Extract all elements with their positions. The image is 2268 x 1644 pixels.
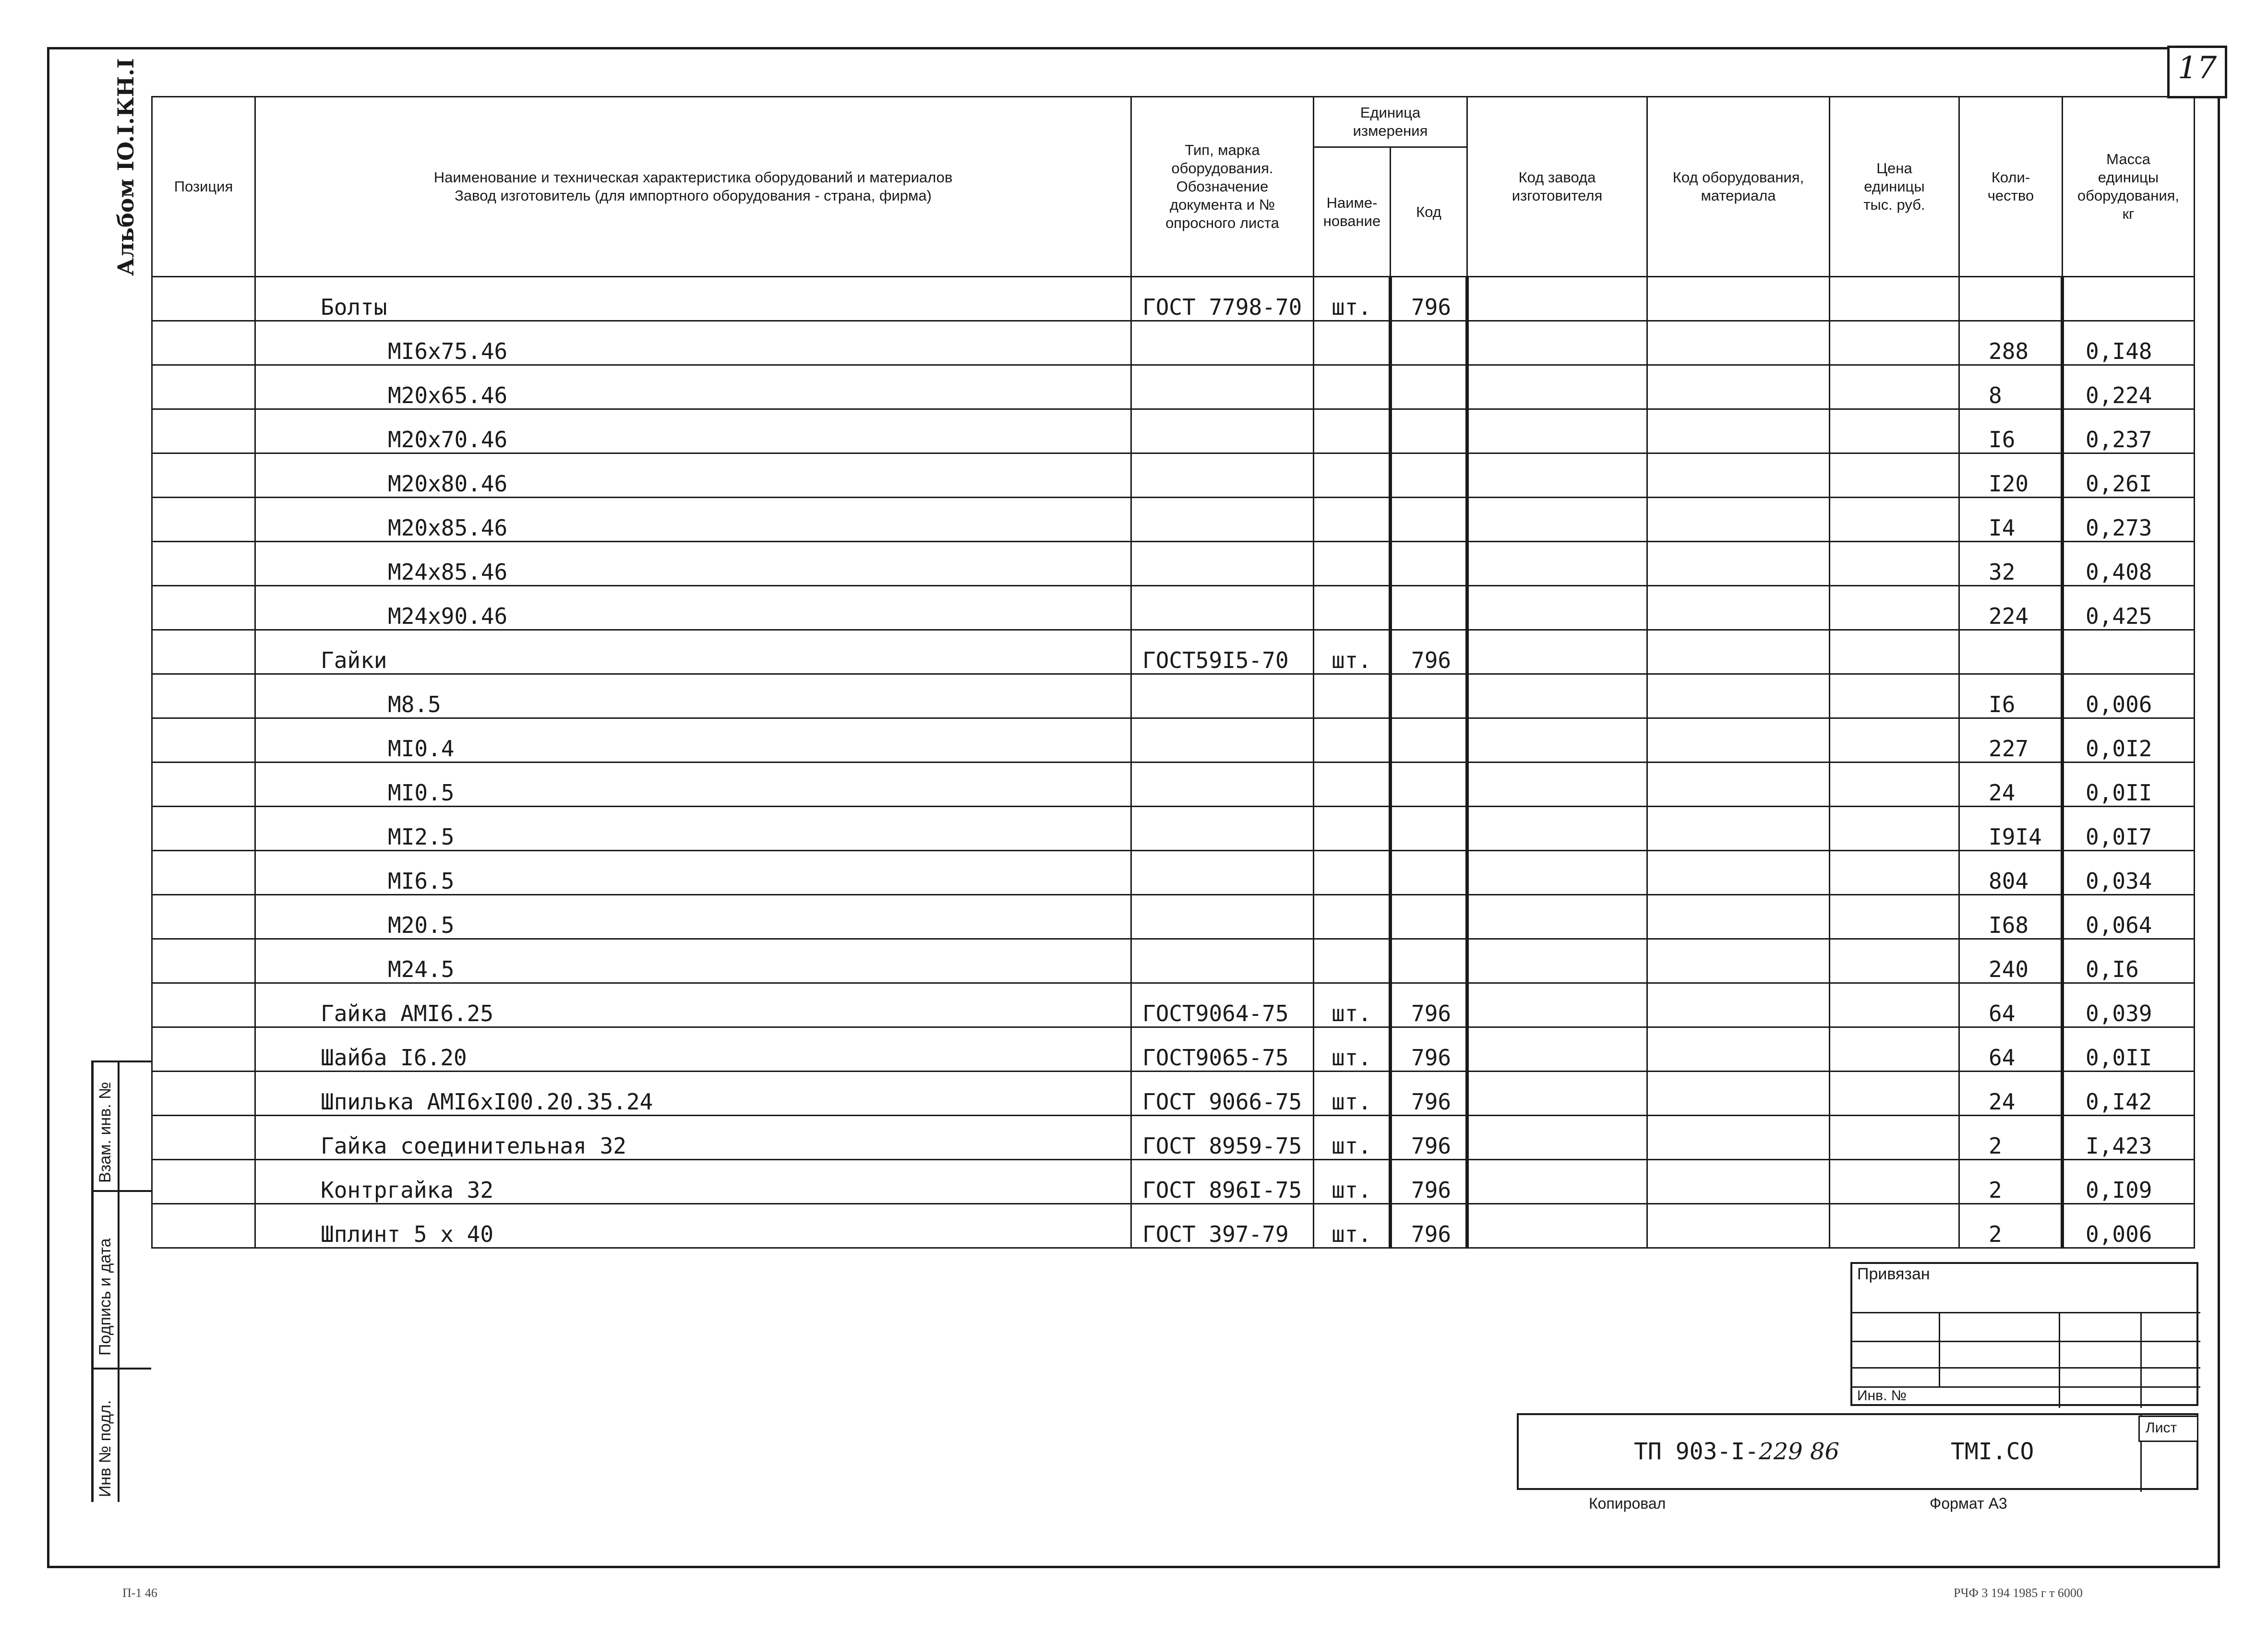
table-row <box>152 453 2195 498</box>
cell-quantity: 2 <box>1959 1204 2063 1248</box>
header-mass: Масса единицы оборудования, кг <box>2063 97 2195 277</box>
cell-position <box>152 321 255 365</box>
cell-unit-code <box>1391 851 1467 895</box>
cell-price <box>1830 895 1959 939</box>
cell-position <box>152 983 255 1027</box>
table-row <box>152 1116 2195 1160</box>
cell-name: Шайба I6.20 <box>255 1027 1131 1072</box>
side-stamp-line-2 <box>91 1368 151 1370</box>
cell-position <box>152 409 255 453</box>
album-label: Альбом IO.I.КН.I <box>113 58 139 276</box>
header-price: Цена единицы тыс. руб. <box>1830 97 1959 277</box>
cell-unit: шт. <box>1314 277 1391 321</box>
cell-unit: шт. <box>1314 983 1391 1027</box>
cell-mass: I,423 <box>2063 1116 2195 1160</box>
cell-unit: шт. <box>1314 1204 1391 1248</box>
cell-unit <box>1314 365 1391 409</box>
cell-unit <box>1314 586 1391 630</box>
cell-position <box>152 586 255 630</box>
cell-type <box>1131 365 1314 409</box>
cell-position <box>152 1116 255 1160</box>
cell-position <box>152 807 255 851</box>
cell-equipment-code <box>1647 674 1830 718</box>
header-type: Тип, марка оборудования. Обозначение документа и № опросного листа <box>1131 97 1314 277</box>
header-position: Позиция <box>152 97 255 277</box>
cell-name: Гайки <box>255 630 1131 674</box>
cell-unit <box>1314 851 1391 895</box>
cell-mass: 0,237 <box>2063 409 2195 453</box>
cell-position <box>152 1204 255 1248</box>
stamp-line <box>2140 1312 2142 1408</box>
cell-unit-code <box>1391 939 1467 983</box>
cell-quantity: 804 <box>1959 851 2063 895</box>
header-unit-group: Единица измерения <box>1314 97 1467 147</box>
cell-equipment-code <box>1647 939 1830 983</box>
table-row <box>152 807 2195 851</box>
document-code-handwritten: 229 86 <box>1759 1438 1840 1465</box>
cell-quantity: 64 <box>1959 983 2063 1027</box>
cell-quantity: 240 <box>1959 939 2063 983</box>
cell-unit: шт. <box>1314 1116 1391 1160</box>
side-stamp-divider <box>118 1060 120 1502</box>
cell-unit <box>1314 498 1391 542</box>
cell-quantity: 32 <box>1959 542 2063 586</box>
table-row <box>152 718 2195 762</box>
cell-type <box>1131 542 1314 586</box>
cell-type: ГОСТ9065-75 <box>1131 1027 1314 1072</box>
cell-price <box>1830 939 1959 983</box>
cell-unit <box>1314 409 1391 453</box>
cell-name: MI2.5 <box>255 807 1131 851</box>
cell-quantity: 288 <box>1959 321 2063 365</box>
cell-factory-code <box>1467 1027 1647 1072</box>
header-name: Наименование и техническая характеристика оборудований и материалов Завод изготовитель (для импортного оборудования - страна, фирма) <box>255 97 1131 277</box>
cell-position <box>152 630 255 674</box>
stamp-line <box>1852 1312 2200 1313</box>
cell-type <box>1131 321 1314 365</box>
page-number: 17 <box>2177 50 2217 86</box>
cell-factory-code <box>1467 851 1647 895</box>
cell-factory-code <box>1467 630 1647 674</box>
cell-unit-code: 796 <box>1391 983 1467 1027</box>
stamp-line <box>2059 1312 2060 1408</box>
cell-mass: 0,26I <box>2063 453 2195 498</box>
cell-mass <box>2063 277 2195 321</box>
cell-quantity: 24 <box>1959 1072 2063 1116</box>
cell-equipment-code <box>1647 630 1830 674</box>
table-row <box>152 983 2195 1027</box>
cell-name: M24x90.46 <box>255 586 1131 630</box>
format-label: Формат А3 <box>1930 1495 2007 1512</box>
cell-mass: 0,I6 <box>2063 939 2195 983</box>
cell-quantity: 24 <box>1959 762 2063 807</box>
cell-quantity: I6 <box>1959 674 2063 718</box>
cell-factory-code <box>1467 1116 1647 1160</box>
cell-position <box>152 895 255 939</box>
header-unit-name: Наиме- нование <box>1314 147 1391 277</box>
cell-price <box>1830 807 1959 851</box>
side-stamp-border <box>91 1060 94 1502</box>
cell-equipment-code <box>1647 586 1830 630</box>
cell-position <box>152 674 255 718</box>
table-row <box>152 586 2195 630</box>
cell-quantity: 2 <box>1959 1160 2063 1204</box>
cell-price <box>1830 321 1959 365</box>
cell-unit-code: 796 <box>1391 1116 1467 1160</box>
cell-quantity: 227 <box>1959 718 2063 762</box>
cell-unit <box>1314 762 1391 807</box>
cell-quantity: 2 <box>1959 1116 2063 1160</box>
cell-unit-code: 796 <box>1391 1204 1467 1248</box>
cell-name: M20x70.46 <box>255 409 1131 453</box>
cell-quantity: I20 <box>1959 453 2063 498</box>
cell-name: M24x85.46 <box>255 542 1131 586</box>
cell-unit-code <box>1391 762 1467 807</box>
cell-equipment-code <box>1647 1116 1830 1160</box>
cell-mass: 0,034 <box>2063 851 2195 895</box>
side-stamp-top <box>91 1060 151 1062</box>
cell-unit-code <box>1391 409 1467 453</box>
cell-type: ГОСТ9064-75 <box>1131 983 1314 1027</box>
cell-name: M24.5 <box>255 939 1131 983</box>
cell-mass: 0,006 <box>2063 1204 2195 1248</box>
cell-type: ГОСТ 8959-75 <box>1131 1116 1314 1160</box>
cell-type: ГОСТ 397-79 <box>1131 1204 1314 1248</box>
cell-name: MI0.4 <box>255 718 1131 762</box>
cell-name: M8.5 <box>255 674 1131 718</box>
cell-factory-code <box>1467 674 1647 718</box>
cell-type <box>1131 498 1314 542</box>
cell-equipment-code <box>1647 718 1830 762</box>
cell-type <box>1131 895 1314 939</box>
cell-unit-code: 796 <box>1391 277 1467 321</box>
cell-position <box>152 1160 255 1204</box>
table-row <box>152 365 2195 409</box>
cell-mass: 0,0II <box>2063 1027 2195 1072</box>
cell-equipment-code <box>1647 1027 1830 1072</box>
cell-equipment-code <box>1647 542 1830 586</box>
cell-mass: 0,0I7 <box>2063 807 2195 851</box>
cell-type: ГОСТ59I5-70 <box>1131 630 1314 674</box>
list-label: Лист <box>2146 1420 2177 1436</box>
cell-price <box>1830 453 1959 498</box>
podpis-data-label: Подпись и дата <box>96 1238 114 1356</box>
cell-unit <box>1314 895 1391 939</box>
cell-equipment-code <box>1647 851 1830 895</box>
cell-unit <box>1314 807 1391 851</box>
cell-mass: 0,039 <box>2063 983 2195 1027</box>
side-stamp-line-1 <box>91 1190 151 1192</box>
cell-position <box>152 365 255 409</box>
cell-mass: 0,006 <box>2063 674 2195 718</box>
cell-quantity: I68 <box>1959 895 2063 939</box>
cell-type: ГОСТ 7798-70 <box>1131 277 1314 321</box>
cell-price <box>1830 1204 1959 1248</box>
cell-unit-code <box>1391 321 1467 365</box>
cell-equipment-code <box>1647 807 1830 851</box>
cell-name: M20x65.46 <box>255 365 1131 409</box>
cell-position <box>152 762 255 807</box>
table-row <box>152 321 2195 365</box>
cell-unit <box>1314 718 1391 762</box>
cell-mass: 0,0I2 <box>2063 718 2195 762</box>
print-mark-right: РЧФ 3 194 1985 г т 6000 <box>1954 1586 2083 1600</box>
cell-equipment-code <box>1647 498 1830 542</box>
cell-price <box>1830 983 1959 1027</box>
inv-no-label: Инв. № <box>1857 1388 1907 1404</box>
table-row <box>152 1204 2195 1248</box>
cell-name: Шплинт 5 x 40 <box>255 1204 1131 1248</box>
cell-unit <box>1314 542 1391 586</box>
cell-unit <box>1314 674 1391 718</box>
cell-price <box>1830 718 1959 762</box>
cell-quantity: I9I4 <box>1959 807 2063 851</box>
document-code <box>1634 1438 1839 1465</box>
cell-type <box>1131 586 1314 630</box>
cell-name: Болты <box>255 277 1131 321</box>
stamp-line <box>1852 1341 2200 1342</box>
cell-equipment-code <box>1647 365 1830 409</box>
cell-mass: 0,I42 <box>2063 1072 2195 1116</box>
cell-factory-code <box>1467 1160 1647 1204</box>
cell-equipment-code <box>1647 321 1830 365</box>
cell-equipment-code <box>1647 1204 1830 1248</box>
table-row <box>152 674 2195 718</box>
cell-price <box>1830 586 1959 630</box>
cell-factory-code <box>1467 983 1647 1027</box>
stamp-line <box>1852 1367 2200 1369</box>
cell-name: Гайка соединительная 32 <box>255 1116 1131 1160</box>
cell-price <box>1830 277 1959 321</box>
cell-unit-code <box>1391 365 1467 409</box>
cell-type <box>1131 807 1314 851</box>
document-code-prefix: ТП 903-I- <box>1634 1438 1759 1465</box>
cell-equipment-code <box>1647 1072 1830 1116</box>
cell-quantity: 8 <box>1959 365 2063 409</box>
cell-type <box>1131 674 1314 718</box>
table-row <box>152 895 2195 939</box>
cell-factory-code <box>1467 365 1647 409</box>
cell-price <box>1830 542 1959 586</box>
cell-position <box>152 1072 255 1116</box>
table-row <box>152 1072 2195 1116</box>
cell-factory-code <box>1467 762 1647 807</box>
cell-type: ГОСТ 9066-75 <box>1131 1072 1314 1116</box>
page-number-box <box>2167 46 2227 98</box>
cell-type <box>1131 409 1314 453</box>
cell-factory-code <box>1467 939 1647 983</box>
cell-position <box>152 851 255 895</box>
cell-mass: 0,425 <box>2063 586 2195 630</box>
cell-type <box>1131 453 1314 498</box>
cell-unit: шт. <box>1314 1160 1391 1204</box>
cell-factory-code <box>1467 718 1647 762</box>
cell-unit: шт. <box>1314 1072 1391 1116</box>
cell-factory-code <box>1467 1072 1647 1116</box>
cell-mass: 0,224 <box>2063 365 2195 409</box>
cell-price <box>1830 630 1959 674</box>
kopiroval-label: Копировал <box>1589 1495 1666 1512</box>
cell-position <box>152 498 255 542</box>
cell-price <box>1830 365 1959 409</box>
cell-price <box>1830 1072 1959 1116</box>
cell-mass: 0,064 <box>2063 895 2195 939</box>
table-row <box>152 1160 2195 1204</box>
cell-equipment-code <box>1647 277 1830 321</box>
cell-price <box>1830 498 1959 542</box>
cell-unit: шт. <box>1314 630 1391 674</box>
header-equipment-code: Код оборудования, материала <box>1647 97 1830 277</box>
header-factory-code: Код завода изготовителя <box>1467 97 1647 277</box>
header-quantity: Коли- чество <box>1959 97 2063 277</box>
cell-type <box>1131 762 1314 807</box>
cell-unit-code <box>1391 453 1467 498</box>
cell-unit <box>1314 453 1391 498</box>
cell-quantity <box>1959 277 2063 321</box>
document-mark: TMI.CO <box>1951 1438 2034 1465</box>
cell-factory-code <box>1467 807 1647 851</box>
cell-unit-code <box>1391 586 1467 630</box>
cell-unit: шт. <box>1314 1027 1391 1072</box>
cell-equipment-code <box>1647 1160 1830 1204</box>
cell-unit-code <box>1391 674 1467 718</box>
cell-quantity <box>1959 630 2063 674</box>
cell-quantity: I6 <box>1959 409 2063 453</box>
cell-name: M20x85.46 <box>255 498 1131 542</box>
cell-factory-code <box>1467 453 1647 498</box>
cell-price <box>1830 1027 1959 1072</box>
table-row <box>152 1027 2195 1072</box>
cell-type <box>1131 851 1314 895</box>
cell-factory-code <box>1467 586 1647 630</box>
cell-name: Шпилька AMI6xI00.20.35.24 <box>255 1072 1131 1116</box>
cell-price <box>1830 1160 1959 1204</box>
cell-equipment-code <box>1647 983 1830 1027</box>
cell-mass: 0,I09 <box>2063 1160 2195 1204</box>
cell-quantity: 224 <box>1959 586 2063 630</box>
cell-type <box>1131 939 1314 983</box>
cell-factory-code <box>1467 542 1647 586</box>
cell-equipment-code <box>1647 453 1830 498</box>
binding-stamp <box>1850 1262 2198 1406</box>
cell-price <box>1830 674 1959 718</box>
table-row <box>152 498 2195 542</box>
cell-factory-code <box>1467 895 1647 939</box>
table-row <box>152 409 2195 453</box>
cell-type <box>1131 718 1314 762</box>
cell-unit-code: 796 <box>1391 1160 1467 1204</box>
stamp-line <box>1939 1312 1940 1386</box>
cell-unit-code <box>1391 807 1467 851</box>
specification-body <box>152 277 2195 1248</box>
cell-name: Гайка AMI6.25 <box>255 983 1131 1027</box>
cell-name: MI6.5 <box>255 851 1131 895</box>
table-row <box>152 277 2195 321</box>
cell-mass: 0,0II <box>2063 762 2195 807</box>
cell-price <box>1830 762 1959 807</box>
cell-mass: 0,I48 <box>2063 321 2195 365</box>
table-row <box>152 939 2195 983</box>
privyazan-label: Привязан <box>1857 1265 1930 1283</box>
cell-factory-code <box>1467 321 1647 365</box>
cell-factory-code <box>1467 277 1647 321</box>
inv-podl-label: Инв № подл. <box>96 1400 114 1497</box>
cell-unit-code <box>1391 498 1467 542</box>
list-cell <box>2138 1416 2198 1442</box>
cell-name: M20x80.46 <box>255 453 1131 498</box>
header-unit-code: Код <box>1391 147 1467 277</box>
cell-factory-code <box>1467 409 1647 453</box>
cell-name: MI6x75.46 <box>255 321 1131 365</box>
specification-table <box>151 96 2195 1249</box>
cell-name: Контргайка 32 <box>255 1160 1131 1204</box>
cell-equipment-code <box>1647 409 1830 453</box>
cell-price <box>1830 851 1959 895</box>
cell-price <box>1830 409 1959 453</box>
cell-unit-code <box>1391 542 1467 586</box>
cell-position <box>152 1027 255 1072</box>
table-row <box>152 542 2195 586</box>
table-row <box>152 851 2195 895</box>
table-row <box>152 630 2195 674</box>
table-row <box>152 762 2195 807</box>
cell-price <box>1830 1116 1959 1160</box>
cell-unit <box>1314 321 1391 365</box>
print-mark-left: П-1 46 <box>122 1586 157 1600</box>
cell-mass <box>2063 630 2195 674</box>
cell-position <box>152 718 255 762</box>
cell-position <box>152 939 255 983</box>
cell-mass: 0,273 <box>2063 498 2195 542</box>
cell-unit-code <box>1391 718 1467 762</box>
cell-name: MI0.5 <box>255 762 1131 807</box>
cell-equipment-code <box>1647 762 1830 807</box>
cell-factory-code <box>1467 498 1647 542</box>
cell-equipment-code <box>1647 895 1830 939</box>
cell-unit-code <box>1391 895 1467 939</box>
cell-unit-code: 796 <box>1391 1072 1467 1116</box>
cell-unit-code: 796 <box>1391 630 1467 674</box>
cell-position <box>152 277 255 321</box>
title-block <box>1517 1413 2198 1490</box>
cell-mass: 0,408 <box>2063 542 2195 586</box>
cell-type: ГОСТ 896I-75 <box>1131 1160 1314 1204</box>
cell-position <box>152 453 255 498</box>
cell-unit-code: 796 <box>1391 1027 1467 1072</box>
cell-unit <box>1314 939 1391 983</box>
cell-factory-code <box>1467 1204 1647 1248</box>
vzam-inv-label: Взам. инв. № <box>96 1082 114 1183</box>
cell-quantity: 64 <box>1959 1027 2063 1072</box>
cell-position <box>152 542 255 586</box>
cell-name: M20.5 <box>255 895 1131 939</box>
cell-quantity: I4 <box>1959 498 2063 542</box>
